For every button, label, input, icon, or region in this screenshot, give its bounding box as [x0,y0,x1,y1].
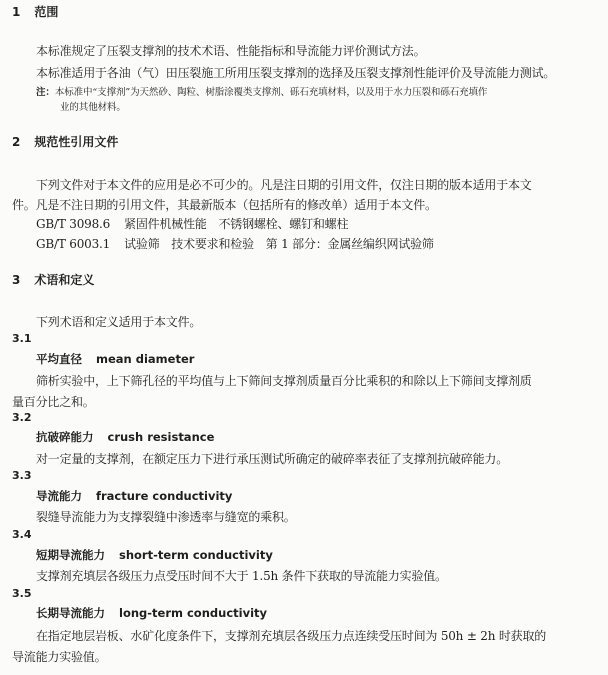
term-zh: 抗破碎能力 [36,430,94,444]
section-title: 范围 [34,5,59,19]
term-en: crush resistance [107,430,215,444]
scope-paragraph-1: 本标准规定了压裂支撑剂的技术术语、性能指标和导流能力评价测试方法。 [36,44,426,58]
term-heading [36,488,232,504]
section-heading-terms-and-definitions [12,271,94,288]
term-definition-line-1: 裂缝导流能力为支撑裂缝中渗透率与缝宽的乘积。 [36,510,296,524]
term-number: 3.3 [12,469,32,482]
term-en: long-term conductivity [119,606,268,620]
note-text-line-1: 本标准中“支撑剂”为天然砂、陶粒、树脂涂覆类支撑剂、砾石充填材料，以及用于水力压裂和砾石充填作 [54,87,488,98]
term-definition-line-1: 筛析实验中，上下筛孔径的平均值与上下筛间支撑剂质量百分比乘积的和除以上下筛间支撑剂质 [36,374,532,388]
scope-paragraph-2: 本标准适用于各油（气）田压裂施工所用压裂支撑剂的选择及压裂支撑剂性能评价及导流能力测试。 [36,66,556,80]
reference-title: 紧固件机械性能 不锈钢螺栓、螺钉和螺柱 [124,217,349,231]
term-definition-line-1: 在指定地层岩板、水矿化度条件下，支撑剂充填层各级压力点连续受压时间为 50h ± 2h 时获取的 [36,629,547,643]
term-zh: 导流能力 [36,489,82,503]
term-en: mean diameter [96,352,195,366]
terms-intro: 下列术语和定义适用于本文件。 [36,315,202,329]
term-number: 3.5 [12,587,32,600]
section-title: 术语和定义 [34,273,95,287]
term-zh: 长期导流能力 [36,606,105,620]
term-zh: 短期导流能力 [36,548,105,562]
reference-code: GB/T 3098.6 [36,217,111,231]
reference-item [36,215,348,232]
term-number: 3.2 [12,411,32,424]
term-heading [36,547,273,563]
term-definition-line-1: 对一定量的支撑剂，在额定压力下进行承压测试所确定的破碎率表征了支撑剂抗破碎能力。 [36,452,509,466]
term-heading [36,429,214,445]
note-text-line-2: 业的其他材料。 [60,102,126,113]
section-number: 3 [12,273,21,287]
normative-paragraph-line-2: 件。凡是不注日期的引用文件，其最新版本（包括所有的修改单）适用于本文件。 [12,198,437,212]
reference-code: GB/T 6003.1 [36,237,111,251]
section-title: 规范性引用文件 [34,135,119,149]
term-number: 3.1 [12,332,32,345]
scope-note [36,84,487,98]
section-number: 1 [12,5,21,19]
term-definition-line-1: 支撑剂充填层各级压力点受压时间不大于 1.5h 条件下获取的导流能力实验值。 [36,569,447,583]
reference-item [36,235,434,252]
section-heading-scope [12,3,58,20]
term-en: short-term conductivity [119,548,273,562]
section-heading-normative-references [12,133,118,150]
term-zh: 平均直径 [36,352,82,366]
term-definition-line-2: 量百分比之和。 [12,395,95,409]
term-number: 3.4 [12,528,32,541]
term-heading [36,605,267,621]
term-en: fracture conductivity [96,489,233,503]
normative-paragraph-line-1: 下列文件对于本文件的应用是必不可少的。凡是注日期的引用文件，仅注日期的版本适用于本文 [36,178,532,192]
term-definition-line-2: 导流能力实验值。 [12,650,107,664]
section-number: 2 [12,135,21,149]
term-heading [36,351,194,367]
reference-title: 试验筛 技术要求和检验 第 1 部分：金属丝编织网试验筛 [124,237,434,251]
note-label: 注： [36,87,55,98]
